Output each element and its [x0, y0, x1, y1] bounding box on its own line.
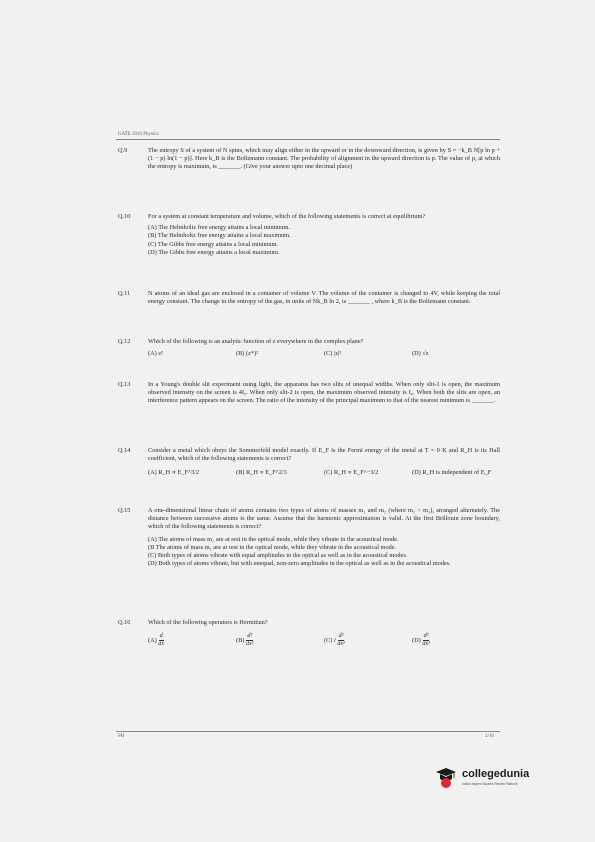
option-c: (C) |z|² [324, 350, 342, 358]
option-label: (D) [412, 637, 421, 645]
option-b: (B) R_H ∝ E_F^2/3 [236, 469, 287, 477]
question-text: N atoms of an ideal gas are enclosed in a container of volume V. The volume of the container is changed to 4V, while keeping the total energy constant. The change in the entropy of the gas, in units of Nk_B ln 2, is _______ , where k_B is the Boltzmann constant. [148, 290, 500, 306]
page-number: 2/10 [485, 734, 494, 739]
question-number: Q.9 [118, 147, 128, 154]
option-label: (A) [148, 637, 157, 645]
option-a: (A) The atoms of mass m₂ are at rest in the optical mode, while they vibrate in the acoustical mode. [148, 535, 399, 543]
question-body [148, 213, 500, 257]
fraction-denominator: dx³ [422, 641, 430, 648]
question-body [148, 338, 500, 358]
question-number: Q.12 [118, 338, 131, 345]
question-body [148, 619, 500, 648]
question-body [148, 507, 500, 568]
question-number: Q.14 [118, 447, 131, 454]
option-b: (B) (z*)² [236, 350, 258, 358]
fraction-denominator: dx² [337, 641, 345, 648]
question-number: Q.11 [118, 290, 131, 297]
option-a: (A) z² [148, 350, 163, 358]
question-text: A one-dimensional linear chain of atoms contains two types of atoms of masses m₁ and m₂ (where m₂ > m₁), arranged alternately. The distance between successive atoms is the same. Assume that the harmonic approximation is valid. At the first Brillouin zone boundary, which of the following statements is correct? [148, 507, 500, 531]
option-c: (C) The Gibbs free energy attains a local minimum. [148, 240, 279, 248]
options-row [148, 633, 500, 648]
question-body [148, 447, 500, 478]
option-label: (B) [236, 637, 245, 645]
footer-left: PH [118, 734, 125, 739]
brand-name: collegedunia [462, 768, 530, 780]
option-fraction [246, 633, 253, 648]
fraction-numerator: d² [338, 633, 344, 640]
graduation-cap-icon [434, 765, 458, 791]
question-text: Consider a metal which obeys the Sommerfeld model exactly. If E_F is the Fermi energy of the metal at T = 0 K and R_H is its Hall coefficient, which of the following statements is correct? [148, 447, 500, 463]
option-a: (A) The Helmholtz free energy attains a local minimum. [148, 224, 290, 232]
question-number: Q.16 [118, 619, 131, 626]
question-number: Q.10 [118, 213, 131, 220]
question-text: In a Young's double slit experiment using light, the apparatus has two slits of unequal widths. When only slit-1 is open, the maximum observed intensity on the screen is 4I₀. When only slit-2 is open, the maximum observed intensity is I₀. When both the slits are open, an interference pattern appears on the screen. The ratio of the intensity of the principal maximum to that of the nearest minimum is _______. [148, 381, 500, 405]
fraction-numerator: d [159, 633, 163, 640]
option-d: (D) The Gibbs free energy attains a local maximum. [148, 248, 280, 256]
fraction-denominator: dx² [245, 641, 254, 648]
option-d: (D) √z [412, 350, 429, 358]
question-text: The entropy S of a system of N spins, which may align either in the upward or in the downward direction, is given by S = −k_B N[p ln p + (1 − p) ln(1 − p)]. Here k_B is the Boltzmann constant. The probability of alignment in the upward direction is p. The value of p, at which the entropy is maximum, is _______. (Give your answer upto one decimal place) [148, 147, 500, 171]
option-b: (B) The Helmholtz free energy attains a local maximum. [148, 232, 291, 240]
question-number: Q.15 [118, 507, 131, 514]
question-text: For a system at constant temperature and volume, which of the following statements is correct at equilibrium? [148, 213, 426, 220]
options-row [148, 350, 500, 358]
option-label: (C) [324, 637, 333, 645]
fraction-numerator: d³ [423, 633, 429, 640]
brand-tagline: India's largest Student Review Platform [462, 782, 518, 786]
header-rule [116, 139, 500, 140]
option-fraction [422, 633, 429, 648]
option-c: (C) R_H ∝ E_F^−3/2 [324, 469, 379, 477]
page-header: GATE 2016 Physics [118, 132, 159, 137]
fraction-numerator: d² [247, 633, 253, 640]
option-a [148, 633, 236, 648]
question-number: Q.13 [118, 381, 131, 388]
option-fraction [158, 633, 164, 648]
option-a: (A) R_H ∝ E_F^3/2 [148, 469, 200, 477]
option-b: (B The atoms of mass m₁ are at rest in the optical mode, while they vibrate in the acoustical mode. [148, 543, 397, 551]
option-fraction [337, 633, 344, 648]
option-d: (D) R_H is independent of E_F [412, 469, 492, 477]
option-c: (C) Both types of atoms vibrate with equal amplitudes in the optical as well as in the acoustical modes. [148, 552, 408, 560]
fraction-denominator: dx [158, 641, 164, 648]
footer-rule [116, 731, 500, 732]
question-text: Which of the following is an analytic function of z everywhere in the complex plane? [148, 338, 364, 345]
option-d [412, 633, 500, 648]
option-prefix: i [333, 637, 336, 645]
options-row [148, 469, 500, 477]
option-b [236, 633, 324, 648]
question-text: Which of the following operators is Hermitian? [148, 619, 268, 626]
option-d: (D) Both types of atoms vibrate, but with unequal, non-zero amplitudes in the optical as well as in the acoustical modes. [148, 560, 451, 568]
option-c [324, 633, 412, 648]
